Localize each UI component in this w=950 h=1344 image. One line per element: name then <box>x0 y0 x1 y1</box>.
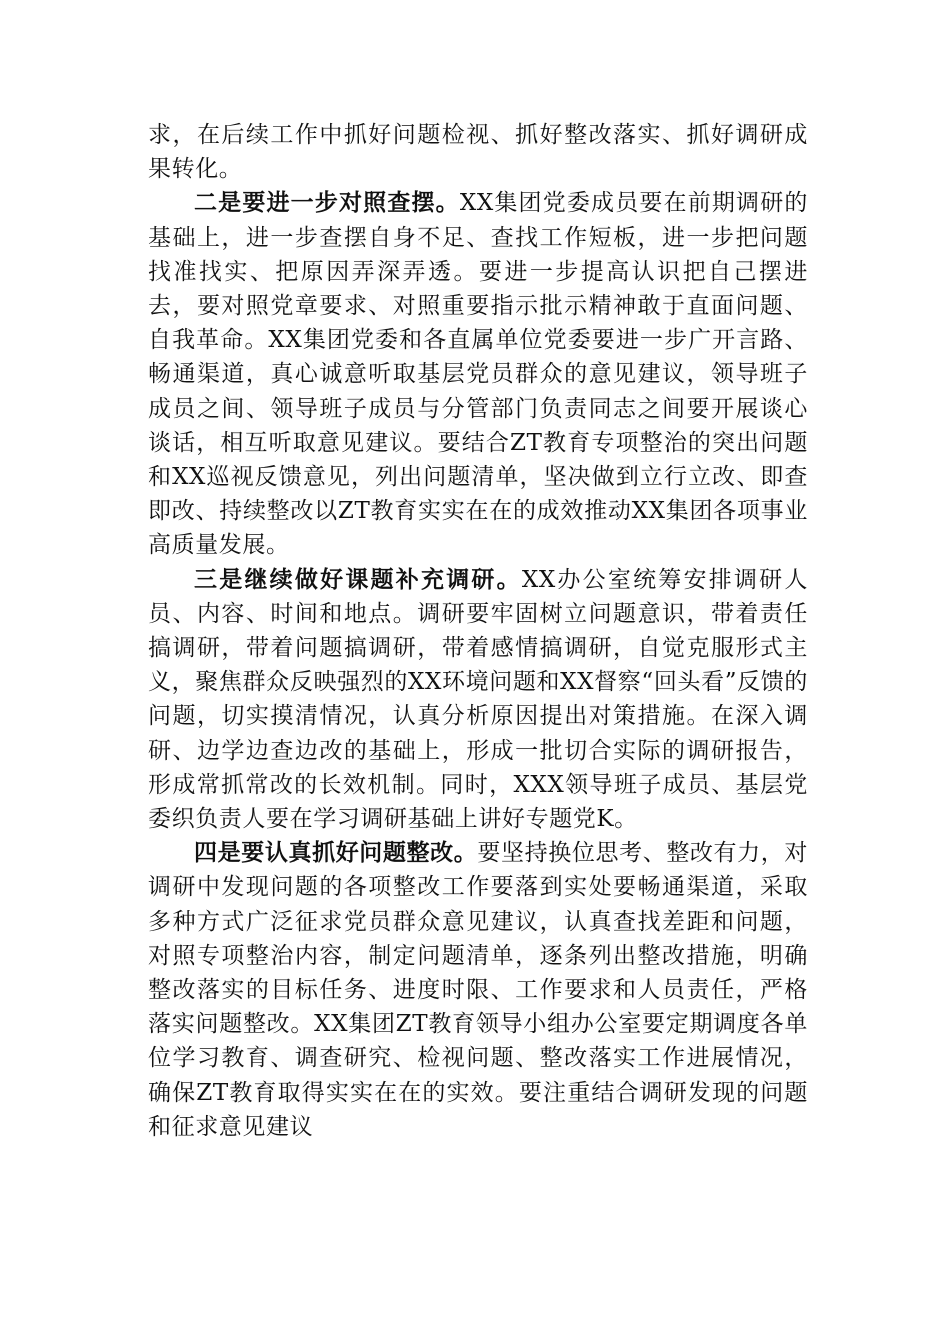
paragraph-text: 要坚持换位思考、整改有力，对调研中发现问题的各项整改工作要落到实处要畅通渠道，采取多种方式广泛征求党员群众意见建议，认真查找差距和问题，对照专项整治内容，制定问题清单，逐条列出整改措施，明确整改落实的目标任务、进度时限、工作要求和人员责任，严格落实问题整改。XX集团ZT教育领导小组办公室要定期调度各单位学习教育、调查研究、检视问题、整改落实工作进展情况，确保ZT教育取得实实在在的实效。要注重结合调研发现的问题和征求意见建议 <box>148 840 808 1140</box>
document-body <box>148 118 808 1144</box>
paragraph-lead-heading: 三是继续做好课题补充调研。 <box>194 566 522 593</box>
paragraph-text: XX办公室统筹安排调研人员、内容、时间和地点。调研要牢固树立问题意识，带着责任搞调研，带着问题搞调研，带着感情搞调研，自觉克服形式主义，聚焦群众反映强烈的XX环境问题和XX督察“回头看”反馈的问题，切实摸清情况，认真分析原因提出对策措施。在深入调研、边学边查边改的基础上，形成一批切合实际的调研报告，形成常抓常改的长效机制。同时，XXX领导班子成员、基层党委织负责人要在学习调研基础上讲好专题党K。 <box>148 566 808 833</box>
paragraph-lead-heading: 四是要认真抓好问题整改。 <box>194 840 478 867</box>
paragraph-continuation <box>148 118 808 186</box>
paragraph-point-three <box>148 563 808 837</box>
paragraph-text: XX集团党委成员要在前期调研的基础上，进一步查摆自身不足、查找工作短板，进一步把问题找准找实、把原因弄深弄透。要进一步提高认识把自己摆进去，要对照党章要求、对照重要指示批示精神敢于直面问题、自我革命。XX集团党委和各直属单位党委要进一步广开言路、畅通渠道，真心诚意听取基层党员群众的意见建议，领导班子成员之间、领导班子成员与分管部门负责同志之间要开展谈心谈话，相互听取意见建议。要结合ZT教育专项整治的突出问题和XX巡视反馈意见，列出问题清单，坚决做到立行立改、即查即改、持续整改以ZT教育实实在在的成效推动XX集团各项事业高质量发展。 <box>148 190 808 559</box>
paragraph-lead-heading: 二是要进一步对照查摆。 <box>194 190 460 217</box>
paragraph-point-two <box>148 186 808 562</box>
paragraph-point-four <box>148 836 808 1144</box>
paragraph-text: 求，在后续工作中抓好问题检视、抓好整改落实、抓好调研成果转化。 <box>148 122 808 183</box>
